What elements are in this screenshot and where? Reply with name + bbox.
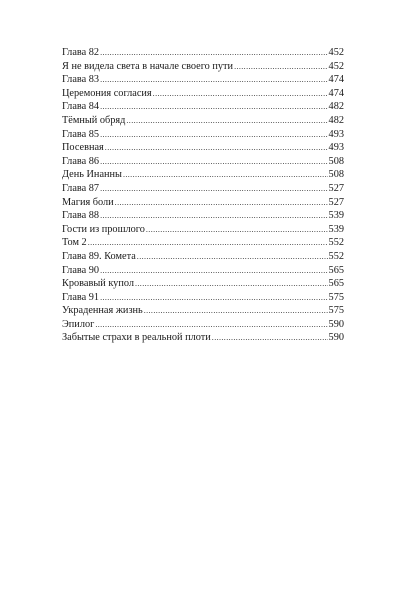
toc-entry: [62, 264, 344, 278]
toc-entry-title: Глава 82: [62, 47, 100, 58]
toc-entry: [62, 141, 344, 155]
toc-dot-leader: [144, 304, 328, 318]
toc-dot-leader: [234, 60, 327, 74]
toc-entry-page: 452: [328, 47, 344, 58]
toc-dot-leader: [100, 182, 327, 196]
toc-entry-page: 575: [328, 305, 344, 317]
toc-dot-leader: [105, 141, 328, 155]
toc-entry-title: Церемония согласия: [62, 87, 152, 99]
toc-entry-title: Глава 84: [62, 101, 100, 113]
toc-entry-title: Глава 90: [62, 264, 100, 276]
toc-entry-page: 482: [328, 101, 344, 113]
toc-dot-leader: [135, 277, 328, 291]
toc-entry-title: Глава 83: [62, 74, 100, 86]
toc-entry: [62, 73, 344, 87]
toc-entry-title: Украденная жизнь: [62, 305, 143, 317]
toc-entry-page: 474: [328, 87, 344, 99]
toc-entry: [62, 277, 344, 291]
toc-entry: [62, 60, 344, 74]
toc-entry: [62, 100, 344, 114]
toc-dot-leader: [100, 264, 327, 278]
toc-entry-page: 474: [328, 74, 344, 86]
toc-entry: [62, 209, 344, 223]
toc-entry-page: 590: [328, 332, 344, 344]
toc-entry-page: 508: [328, 169, 344, 181]
toc-entry: [62, 114, 344, 128]
toc-dot-leader: [100, 73, 327, 87]
table-of-contents: [62, 46, 344, 345]
toc-entry-page: 565: [328, 264, 344, 276]
toc-entry-title: Глава 85: [62, 128, 100, 140]
toc-entry-title: Эпилог: [62, 318, 95, 330]
toc-entry-page: 493: [328, 142, 344, 154]
toc-entry-title: Забытые страхи в реальной плоти: [62, 332, 211, 344]
toc-entry: [62, 331, 344, 345]
toc-entry: [62, 223, 344, 237]
toc-entry-title: Гости из прошлого: [62, 223, 145, 235]
toc-entry-page: 482: [328, 114, 344, 126]
toc-entry-title: Посевная: [62, 142, 104, 154]
toc-dot-leader: [115, 196, 328, 210]
toc-entry: [62, 168, 344, 182]
toc-entry-page: 539: [328, 223, 344, 235]
toc-entry: [62, 250, 344, 264]
toc-entry-page: 539: [328, 210, 344, 222]
toc-entry-title: Глава 89. Комета: [62, 250, 136, 262]
toc-entry-title: Тёмный обряд: [62, 114, 126, 126]
toc-dot-leader: [100, 155, 327, 169]
toc-dot-leader: [212, 331, 328, 345]
toc-dot-leader: [100, 209, 327, 223]
toc-dot-leader: [100, 128, 327, 142]
toc-dot-leader: [126, 114, 327, 128]
toc-entry: [62, 196, 344, 210]
toc-entry-title: Магия боли: [62, 196, 114, 208]
toc-entry: [62, 87, 344, 101]
toc-dot-leader: [100, 46, 327, 60]
toc-entry: [62, 128, 344, 142]
toc-entry: [62, 304, 344, 318]
toc-entry-title: Я не видела света в начале своего пути: [62, 60, 234, 72]
toc-entry-page: 575: [328, 291, 344, 303]
toc-entry: [62, 182, 344, 196]
toc-dot-leader: [153, 87, 328, 101]
toc-entry-title: Глава 91: [62, 291, 100, 303]
toc-entry-page: 552: [328, 250, 344, 262]
toc-dot-leader: [95, 318, 327, 332]
toc-entry: [62, 318, 344, 332]
toc-dot-leader: [123, 168, 328, 182]
toc-entry: [62, 155, 344, 169]
toc-entry-page: 565: [328, 278, 344, 290]
toc-entry: [62, 46, 344, 60]
toc-entry-page: 508: [328, 155, 344, 167]
toc-dot-leader: [100, 100, 327, 114]
toc-entry: [62, 236, 344, 250]
toc-entry-page: 527: [328, 196, 344, 208]
toc-dot-leader: [137, 250, 328, 264]
toc-entry-title: Глава 88: [62, 210, 100, 222]
toc-entry-page: 590: [328, 318, 344, 330]
toc-dot-leader: [100, 291, 327, 305]
toc-dot-leader: [88, 236, 328, 250]
toc-entry-title: Глава 87: [62, 182, 100, 194]
toc-dot-leader: [146, 223, 328, 237]
toc-entry-page: 527: [328, 182, 344, 194]
toc-entry-page: 452: [328, 60, 344, 72]
toc-entry-page: 493: [328, 128, 344, 140]
toc-entry-title: Том 2: [62, 237, 87, 249]
toc-entry-title: Кровавый купол: [62, 278, 134, 290]
toc-entry-title: Глава 86: [62, 155, 100, 167]
toc-entry: [62, 291, 344, 305]
toc-entry-page: 552: [328, 237, 344, 249]
toc-entry-title: День Инанны: [62, 169, 122, 181]
